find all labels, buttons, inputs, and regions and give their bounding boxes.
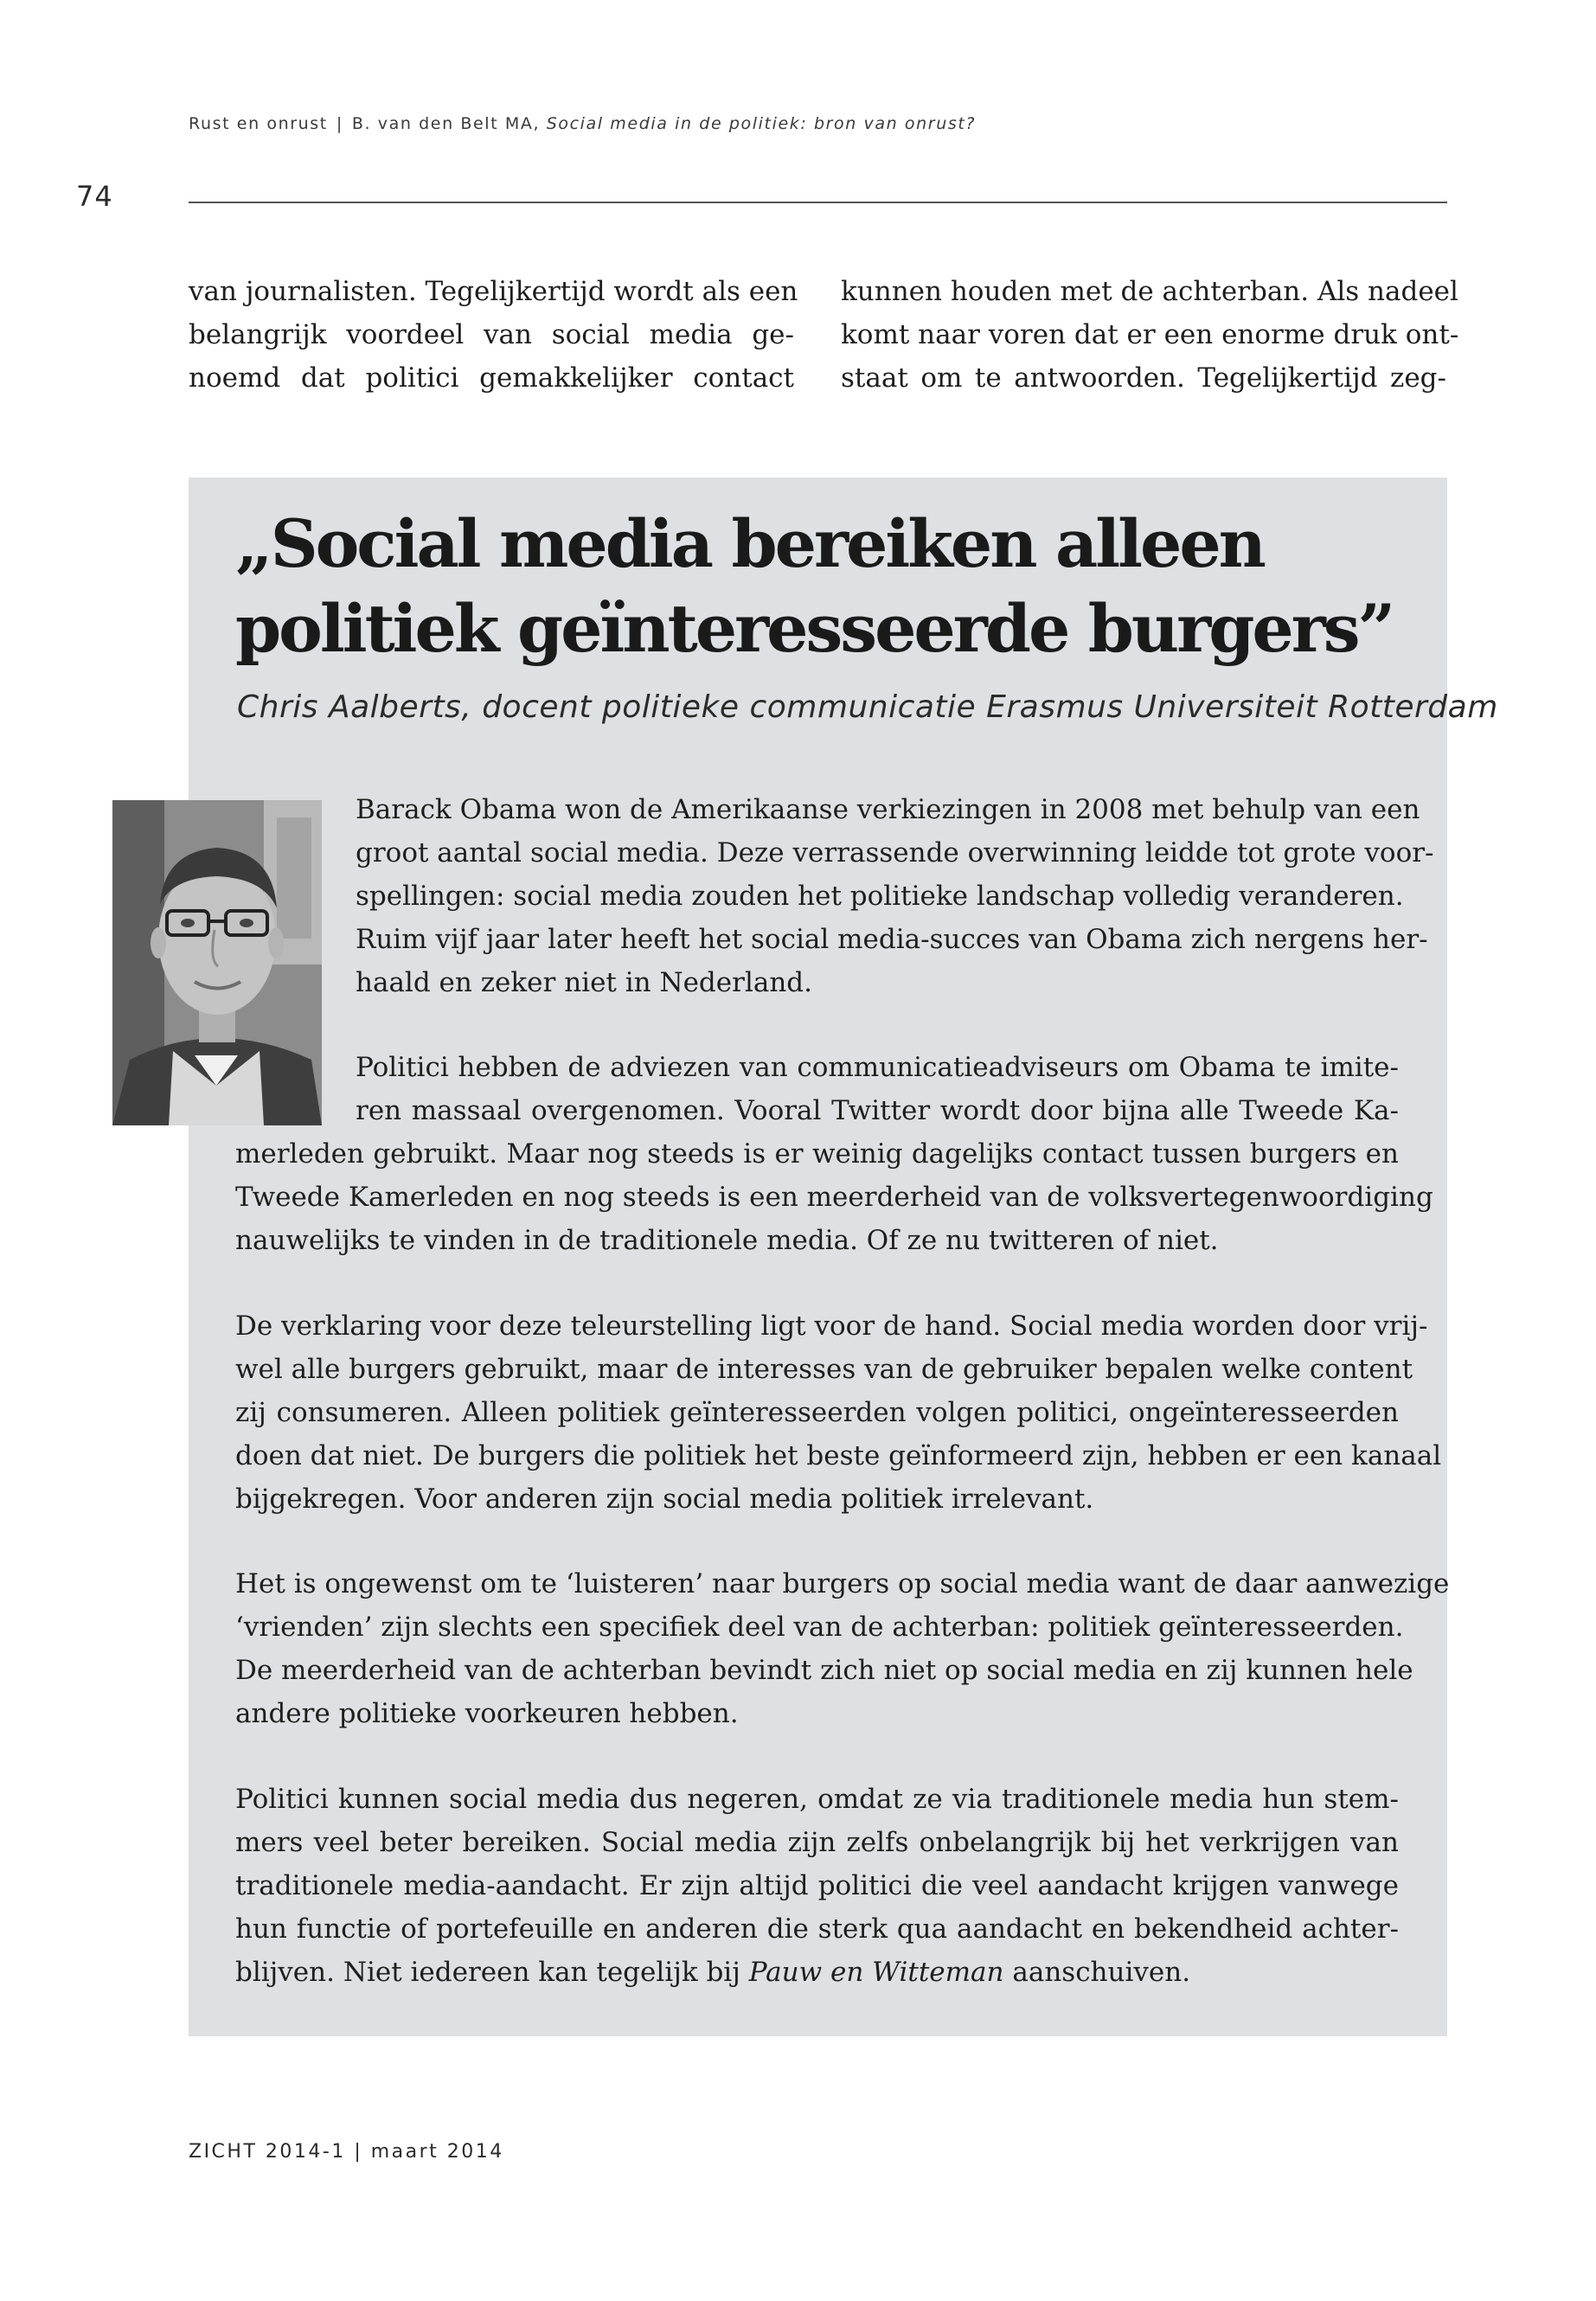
author-portrait [112,800,322,1125]
header-rule [189,202,1447,203]
text-line [235,1951,1399,1994]
sidebar-title-line: „Social media bereiken alleen [235,505,1264,582]
running-head [189,114,976,133]
text-line: Tweede Kamerleden en nog steeds is een meerderheid van de volksvertegenwoordiging [235,1182,1433,1213]
sidebar-title [235,502,1429,671]
sidebar-paragraph-5 [235,1778,1399,1994]
text-line: hun functie of portefeuille en anderen die sterk qua aandacht en bekendheid achter- [235,1913,1399,1945]
text-line: staat om te antwoorden. Tegelijkertijd zeg- [841,362,1446,394]
text-line: belangrijk voordeel van social media ge- [189,319,794,350]
running-head-article-title: Social media in de politiek: bron van onrust? [546,114,977,133]
running-head-author: B. van den Belt MA, [351,114,541,133]
text-fragment: aanschuiven. [1003,1957,1191,1988]
text-line: mers veel beter bereiken. Social media zijn zelfs onbelangrijk bij het verkrijgen van [235,1827,1399,1858]
sidebar-byline: Chris Aalberts, docent politieke communicatie Erasmus Universiteit Rotterdam [237,689,1498,725]
text-line: zij consumeren. Alleen politiek geïnteresseerden volgen politici, ongeïnteresseerden [235,1397,1399,1428]
intro-column-left [189,270,798,400]
text-line: kunnen houden met de achterban. Als nadeel [841,276,1458,307]
text-line: Het is ongewenst om te ‘luisteren’ naar burgers op social media want de daar aanwezige [235,1568,1450,1599]
text-line: ren massaal overgenomen. Vooral Twitter wordt door bijna alle Tweede Ka- [356,1095,1399,1126]
text-line: haald en zeker niet in Nederland. [356,967,812,998]
text-line: Barack Obama won de Amerikaanse verkiezingen in 2008 met behulp van een [356,794,1420,825]
text-line: van journalisten. Tegelijkertijd wordt als een [189,276,798,307]
sidebar-paragraph-2-bottom [235,1132,1433,1262]
text-line: wel alle burgers gebruikt, maar de interesses van de gebruiker bepalen welke content [235,1354,1413,1385]
footer: ZICHT 2014-1 | maart 2014 [189,2141,504,2163]
text-fragment: blijven. Niet iedereen kan tegelijk bij [235,1957,749,1988]
text-line: ‘vrienden’ zijn slechts een specifiek deel van de achterban: politiek geïnteresseerden. [235,1612,1404,1643]
text-line: doen dat niet. De burgers die politiek het beste geïnformeerd zijn, hebben er een kanaal [235,1440,1442,1471]
sidebar-title-line: politiek geïnteresseerde burgers” [235,590,1394,667]
text-line: Politici kunnen social media dus negeren, omdat ze via traditionele media hun stem- [235,1784,1399,1815]
text-line: De verklaring voor deze teleurstelling ligt voor de hand. Social media worden door vrij- [235,1311,1428,1342]
text-line: merleden gebruikt. Maar nog steeds is er weinig dagelijks contact tussen burgers en [235,1138,1399,1170]
text-line: bijgekregen. Voor anderen zijn social media politiek irrelevant. [235,1484,1094,1515]
text-line: De meerderheid van de achterban bevindt zich niet op social media en zij kunnen hele [235,1655,1413,1686]
tv-show-title: Pauw en Witteman [748,1957,1004,1988]
text-line: Ruim vijf jaar later heeft het social media-succes van Obama zich nergens her- [356,924,1428,955]
text-line: noemd dat politici gemakkelijker contact [189,362,794,394]
page-number: 74 [76,180,113,213]
running-head-section: Rust en onrust [189,114,328,133]
text-line: traditionele media-aandacht. Er zijn altijd politici die veel aandacht krijgen vanwege [235,1870,1399,1901]
portrait-icon [112,800,322,1125]
sidebar-paragraph-3 [235,1304,1442,1521]
running-head-separator: | [336,114,343,133]
text-line: nauwelijks te vinden in de traditionele media. Of ze nu twitteren of niet. [235,1225,1219,1256]
text-line: groot aantal social media. Deze verrassende overwinning leidde tot grote voor- [356,837,1434,868]
intro-column-right [841,270,1459,400]
sidebar-paragraph-2-top [356,1046,1399,1132]
sidebar-paragraph-4 [235,1562,1450,1735]
text-line: komt naar voren dat er een enorme druk ont- [841,319,1459,350]
text-line: Politici hebben de adviezen van communicatieadviseurs om Obama te imite- [356,1052,1399,1083]
sidebar-paragraph-1 [356,788,1434,1004]
text-line: andere politieke voorkeuren hebben. [235,1698,739,1729]
text-line: spellingen: social media zouden het politieke landschap volledig veranderen. [356,881,1404,912]
